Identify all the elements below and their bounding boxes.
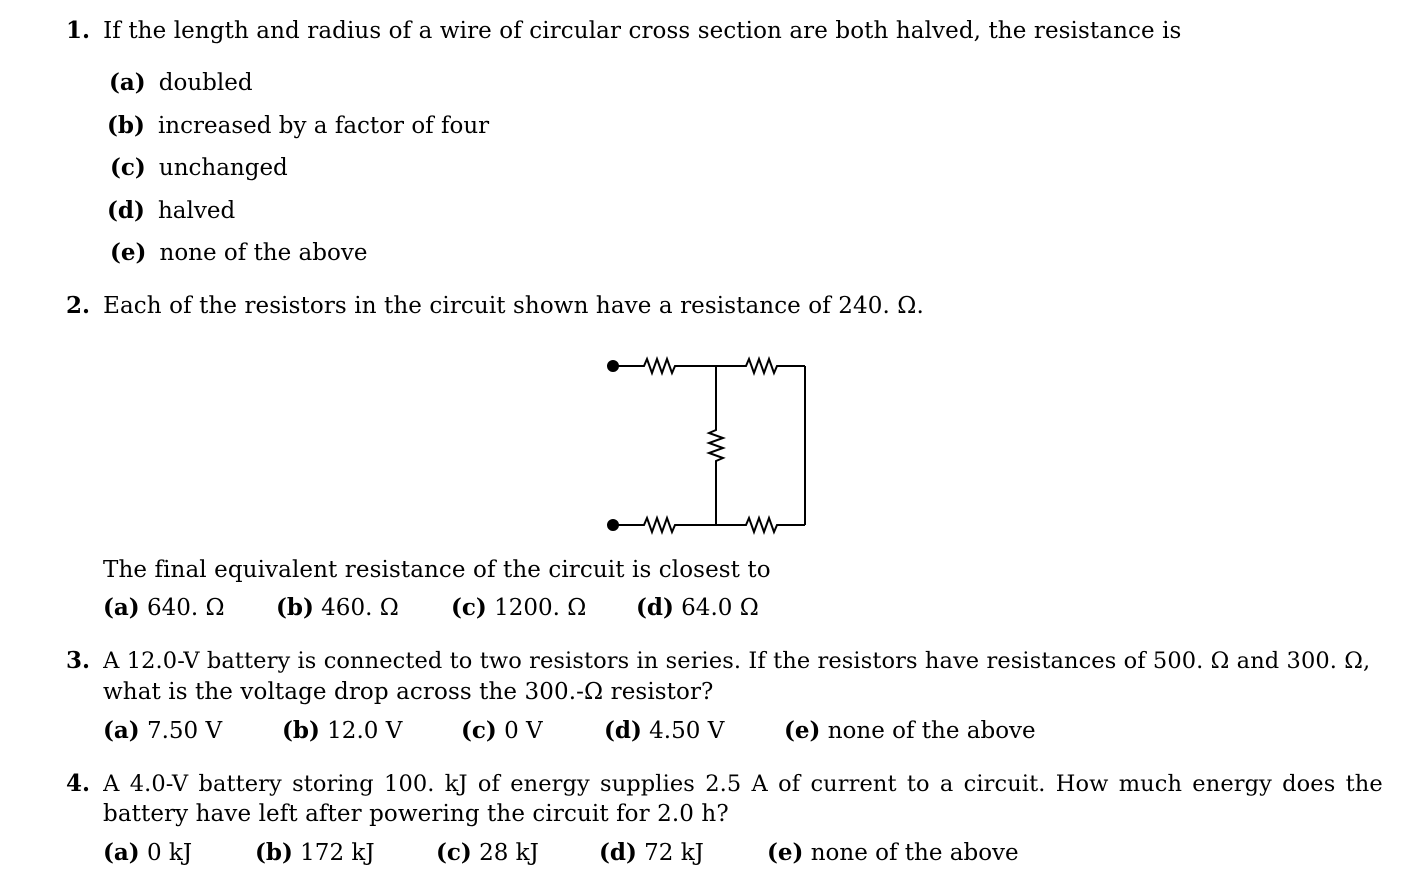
- resistor-bottom-left: [613, 518, 716, 532]
- option-text: 1200. Ω: [494, 595, 587, 621]
- question-3: [66, 647, 1370, 674]
- question-3-line2: what is the voltage drop across the 300.-Ω resistor?: [103, 679, 714, 705]
- option-label: (b): [107, 112, 145, 139]
- option-label: (e): [784, 717, 821, 744]
- option-4e[interactable]: [767, 839, 1019, 866]
- option-text: 64.0 Ω: [681, 595, 759, 621]
- option-1e[interactable]: [110, 239, 367, 266]
- option-text: 460. Ω: [321, 595, 399, 621]
- option-label: (b): [282, 717, 320, 744]
- option-label: (b): [276, 594, 314, 621]
- question-number: 3.: [66, 647, 91, 674]
- question-number: 2.: [66, 292, 91, 319]
- question-text: If the length and radius of a wire of circular cross section are both halved, the resistance is: [103, 18, 1182, 44]
- option-text: halved: [157, 198, 236, 224]
- resistor-middle: [709, 366, 723, 525]
- option-label: (d): [604, 717, 642, 744]
- question-2-followup: The final equivalent resistance of the circuit is closest to: [103, 557, 771, 583]
- option-text: increased by a factor of four: [157, 113, 490, 139]
- option-label: (d): [107, 197, 145, 224]
- option-label: (d): [636, 594, 674, 621]
- option-3b[interactable]: [282, 717, 402, 744]
- option-label: (a): [109, 69, 146, 96]
- option-text: 172 kJ: [300, 840, 375, 866]
- option-text: unchanged: [158, 155, 288, 181]
- option-3c[interactable]: [461, 717, 543, 744]
- option-text: none of the above: [810, 840, 1019, 866]
- option-1b[interactable]: [107, 112, 489, 139]
- resistor-bottom-right: [716, 518, 805, 532]
- question-text-line1: A 4.0-V battery storing 100. kJ of energy supplies 2.5 A of current to a circuit. How much energy does the: [103, 771, 1383, 797]
- option-1c[interactable]: [110, 154, 288, 181]
- option-2d[interactable]: [636, 594, 759, 621]
- option-text: 7.50 V: [146, 718, 223, 744]
- resistor-top-left: [613, 359, 716, 373]
- option-4d[interactable]: [599, 839, 704, 866]
- option-label: (c): [451, 594, 487, 621]
- resistor-top-right: [716, 359, 805, 373]
- option-4b[interactable]: [255, 839, 375, 866]
- option-text: none of the above: [159, 240, 368, 266]
- option-text: 4.50 V: [649, 718, 725, 744]
- option-text: doubled: [158, 70, 253, 96]
- question-number: 4.: [66, 770, 91, 797]
- option-text: 72 kJ: [644, 840, 704, 866]
- option-text: none of the above: [827, 718, 1036, 744]
- option-text: 28 kJ: [479, 840, 539, 866]
- option-4a[interactable]: [103, 839, 192, 866]
- option-label: (c): [110, 154, 146, 181]
- option-3e[interactable]: [784, 717, 1036, 744]
- option-label: (a): [103, 594, 140, 621]
- option-label: (e): [767, 839, 804, 866]
- option-2a[interactable]: [103, 594, 225, 621]
- option-label: (a): [103, 839, 140, 866]
- question-4-line2: battery have left after powering the circuit for 2.0 h?: [103, 801, 729, 827]
- option-label: (d): [599, 839, 637, 866]
- option-text: 0 V: [504, 718, 543, 744]
- option-3d[interactable]: [604, 717, 724, 744]
- option-text: 0 kJ: [146, 840, 193, 866]
- option-2b[interactable]: [276, 594, 399, 621]
- question-text-line1: A 12.0-V battery is connected to two resistors in series. If the resistors have resistances of 500. Ω and 300. Ω,: [103, 648, 1371, 674]
- option-text: 12.0 V: [327, 718, 403, 744]
- option-label: (a): [103, 717, 140, 744]
- option-2c[interactable]: [451, 594, 586, 621]
- option-label: (e): [110, 239, 147, 266]
- circuit-diagram: [598, 345, 818, 540]
- option-4c[interactable]: [436, 839, 539, 866]
- question-text: Each of the resistors in the circuit shown have a resistance of 240. Ω.: [103, 293, 924, 319]
- option-1a[interactable]: [109, 69, 253, 96]
- question-1: [66, 17, 1181, 44]
- question-4: [66, 770, 1383, 797]
- option-text: 640. Ω: [146, 595, 225, 621]
- option-label: (b): [255, 839, 293, 866]
- option-label: (c): [461, 717, 497, 744]
- option-3a[interactable]: [103, 717, 222, 744]
- option-label: (c): [436, 839, 472, 866]
- question-number: 1.: [66, 17, 91, 44]
- option-1d[interactable]: [107, 197, 235, 224]
- question-2: [66, 292, 924, 319]
